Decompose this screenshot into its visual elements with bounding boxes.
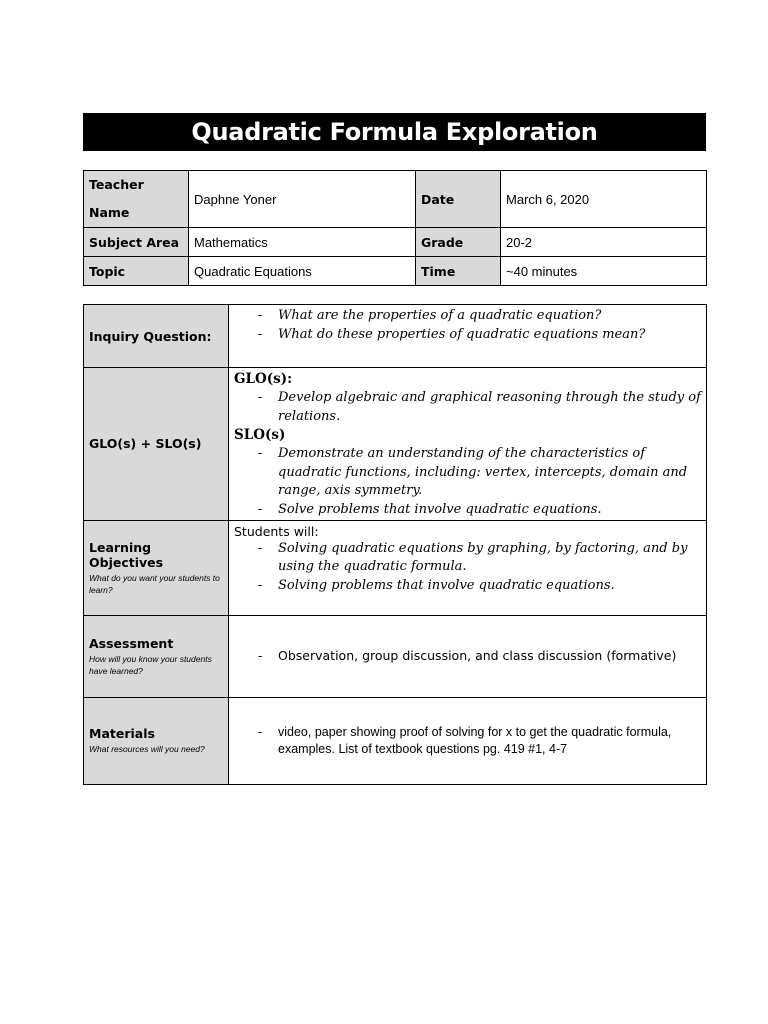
list-item: - What are the properties of a quadratic equation? xyxy=(278,307,701,326)
teacher-label-line1: Teacher xyxy=(89,177,144,192)
topic-value: Quadratic Equations xyxy=(189,257,416,286)
time-label: Time xyxy=(416,257,501,286)
objectives-sublabel: What do you want your students to learn? xyxy=(89,572,220,595)
lesson-info-table xyxy=(83,170,707,286)
inquiry-label: Inquiry Question: xyxy=(84,305,229,368)
topic-label: Topic xyxy=(84,257,189,286)
table-row xyxy=(84,697,707,784)
date-value: March 6, 2020 xyxy=(501,171,707,228)
materials-content xyxy=(229,697,707,784)
table-row xyxy=(84,171,707,228)
objectives-label xyxy=(84,520,229,615)
list-item: - Demonstrate an understanding of the characteristics of quadratic functions, including: vertex, intercepts, domain and range, axis symmetry. xyxy=(278,445,701,501)
list-item: - Solving problems that involve quadratic equations. xyxy=(278,577,701,596)
date-label: Date xyxy=(416,171,501,228)
subject-label: Subject Area xyxy=(84,228,189,257)
table-row xyxy=(84,228,707,257)
slo-header: SLO(s) xyxy=(234,427,286,444)
list-item: - Solving quadratic equations by graphing, by factoring, and by using the quadratic formula. xyxy=(278,540,701,577)
assessment-label xyxy=(84,615,229,697)
list-item: - Solve problems that involve quadratic equations. xyxy=(278,501,701,520)
objectives-title: Learning Objectives xyxy=(89,539,164,570)
table-row xyxy=(84,520,707,615)
list-item: - video, paper showing proof of solving for x to get the quadratic formula, examples. List of textbook questions pg. 419 #1, 4-7 xyxy=(278,724,701,758)
page-title: Quadratic Formula Exploration xyxy=(83,113,706,151)
table-row xyxy=(84,257,707,286)
list-item: - What do these properties of quadratic equations mean? xyxy=(278,326,701,345)
lesson-plan-table xyxy=(83,304,707,785)
list-item: - Observation, group discussion, and class discussion (formative) xyxy=(278,647,701,666)
assessment-title: Assessment xyxy=(89,635,174,651)
materials-sublabel: What resources will you need? xyxy=(89,744,205,755)
objectives-intro: Students will: xyxy=(234,523,319,539)
table-row xyxy=(84,615,707,697)
table-row xyxy=(84,368,707,521)
materials-title: Materials xyxy=(89,726,155,742)
assessment-sublabel: How will you know your students have learned? xyxy=(89,653,212,676)
time-value: ~40 minutes xyxy=(501,257,707,286)
list-item: - Develop algebraic and graphical reasoning through the study of relations. xyxy=(278,389,701,426)
table-row xyxy=(84,305,707,368)
teacher-name-label xyxy=(84,171,189,228)
outcomes-content xyxy=(229,368,707,521)
subject-value: Mathematics xyxy=(189,228,416,257)
teacher-name-value: Daphne Yoner xyxy=(189,171,416,228)
grade-label: Grade xyxy=(416,228,501,257)
teacher-label-line2: Name xyxy=(89,205,130,220)
glo-header: GLO(s): xyxy=(234,371,293,387)
materials-label xyxy=(84,697,229,784)
objectives-content xyxy=(229,520,707,615)
outcomes-label: GLO(s) + SLO(s) xyxy=(84,368,229,521)
assessment-content xyxy=(229,615,707,697)
grade-value: 20-2 xyxy=(501,228,707,257)
inquiry-content xyxy=(229,305,707,368)
